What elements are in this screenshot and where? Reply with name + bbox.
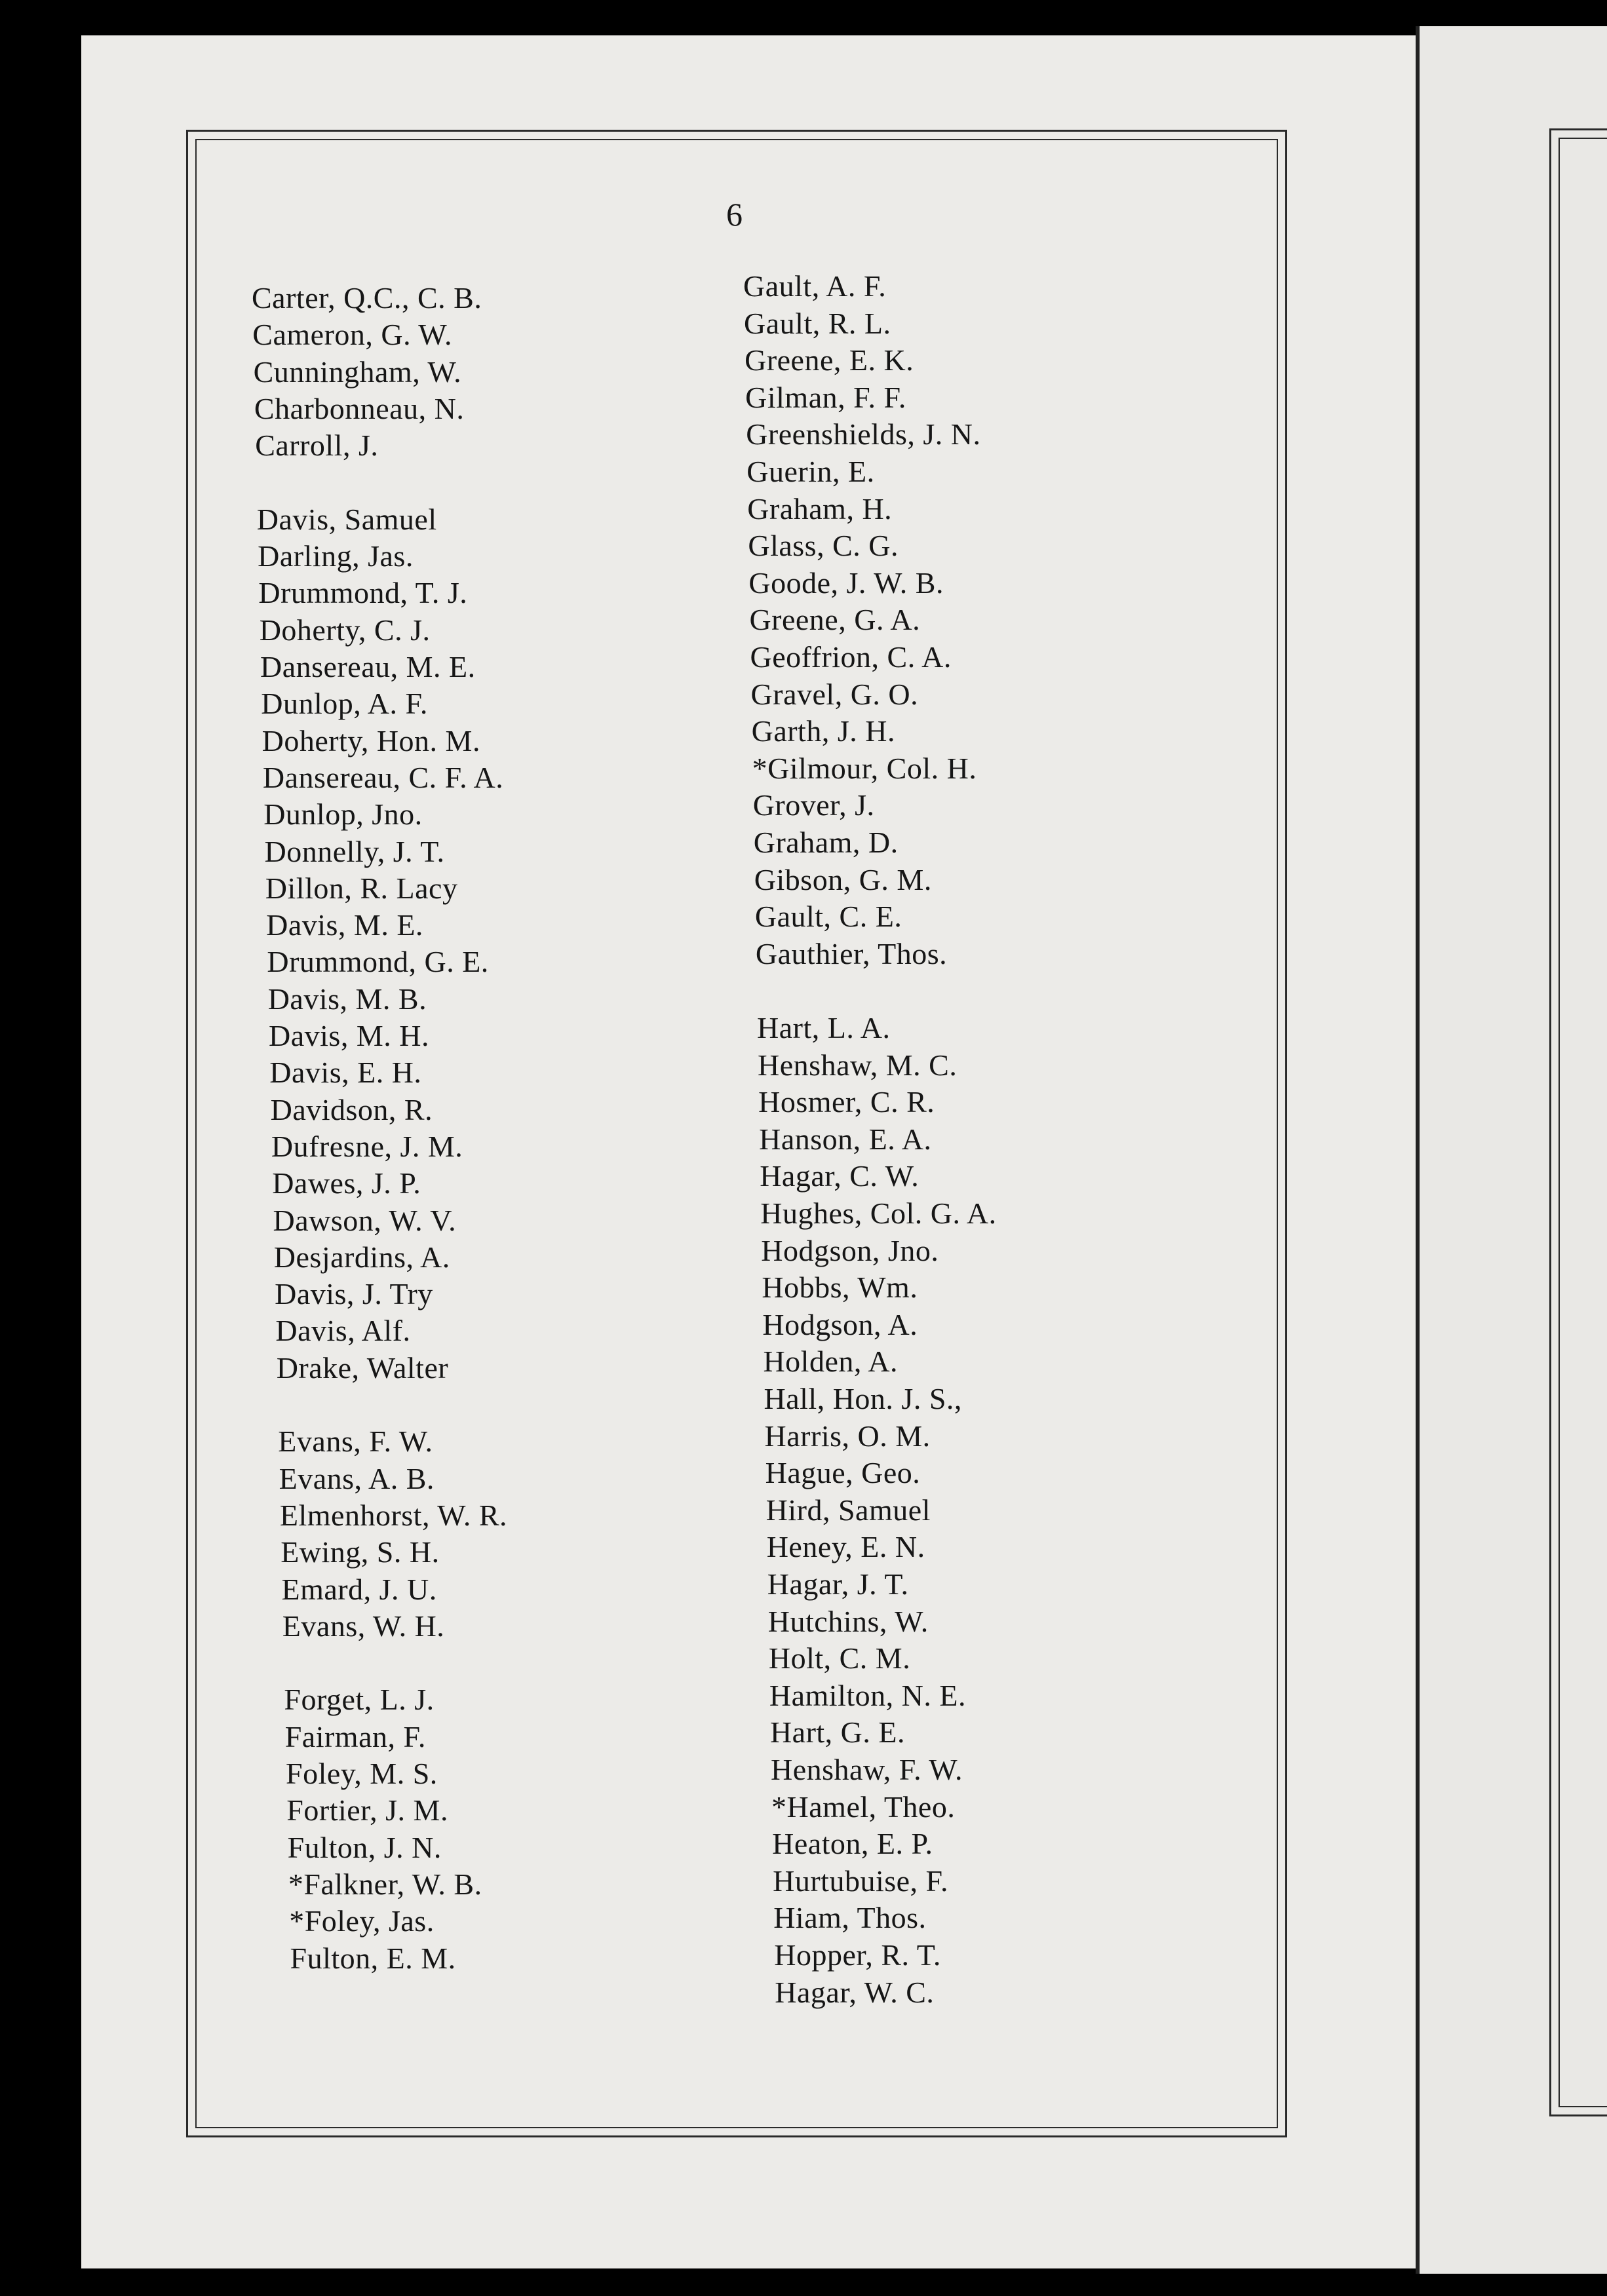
list-item: Carroll, J. bbox=[255, 429, 379, 463]
list-item: Fairman, F. bbox=[284, 1719, 426, 1753]
list-item: Davis, M. B. bbox=[267, 982, 427, 1016]
list-item: Hart, G. E. bbox=[769, 1715, 905, 1750]
list-item: Hart, L. A. bbox=[757, 1011, 891, 1044]
list-item: Drummond, G. E. bbox=[267, 945, 489, 979]
list-item: Dufresne, J. M. bbox=[271, 1129, 463, 1163]
list-item: Hague, Geo. bbox=[765, 1456, 921, 1490]
list-item: Davidson, R. bbox=[270, 1092, 433, 1126]
list-item: Drake, Walter bbox=[276, 1350, 449, 1385]
list-item: Fortier, J. M. bbox=[286, 1793, 448, 1827]
list-item: Evans, A. B. bbox=[279, 1461, 435, 1495]
list-item: Gault, R. L. bbox=[744, 306, 891, 340]
list-item: Gilman, F. F. bbox=[745, 380, 906, 414]
list-item: Dawes, J. P. bbox=[272, 1166, 421, 1200]
list-item: Davis, Samuel bbox=[256, 502, 437, 536]
list-item: Harris, O. M. bbox=[764, 1419, 931, 1453]
list-item: Hobbs, Wm. bbox=[762, 1271, 918, 1305]
list-item: Hughes, Col. G. A. bbox=[760, 1196, 997, 1230]
list-item: Davis, Alf. bbox=[275, 1314, 411, 1348]
list-item: Hopper, R. T. bbox=[774, 1938, 941, 1972]
page-number: 6 bbox=[726, 196, 743, 233]
list-item: Gault, C. E. bbox=[754, 900, 902, 934]
list-item: Doherty, Hon. M. bbox=[261, 723, 480, 757]
list-item: Holt, C. M. bbox=[768, 1641, 911, 1675]
list-item: Hutchins, W. bbox=[767, 1604, 929, 1638]
list-item: *Hamel, Theo. bbox=[771, 1789, 956, 1824]
list-item: Dunlop, A. F. bbox=[261, 687, 428, 721]
list-item: Heaton, E. P. bbox=[772, 1827, 933, 1861]
list-item: Doherty, C. J. bbox=[259, 613, 431, 647]
list-item: Desjardins, A. bbox=[273, 1240, 450, 1274]
list-item: Evans, W. H. bbox=[282, 1609, 445, 1643]
list-item: Henshaw, M. C. bbox=[758, 1048, 958, 1082]
list-item: Hosmer, C. R. bbox=[758, 1085, 935, 1119]
list-item: Graham, D. bbox=[753, 826, 899, 859]
list-item: Glass, C. G. bbox=[748, 529, 899, 563]
list-item: Dawson, W. V. bbox=[273, 1203, 457, 1237]
list-item: Hagar, J. T. bbox=[767, 1567, 909, 1601]
list-item: Greene, G. A. bbox=[749, 603, 921, 637]
list-item: Forget, L. J. bbox=[284, 1683, 435, 1717]
list-item: Dansereau, C. F. A. bbox=[262, 760, 504, 794]
list-item: Dunlop, Jno. bbox=[263, 797, 423, 832]
list-item: Greene, E. K. bbox=[745, 343, 914, 377]
list-item: Heney, E. N. bbox=[766, 1530, 925, 1564]
list-item: Hodgson, A. bbox=[762, 1307, 918, 1341]
list-item: Emard, J. U. bbox=[281, 1572, 437, 1606]
list-item: Dansereau, M. E. bbox=[260, 650, 476, 683]
list-item: Gault, A. F. bbox=[743, 269, 887, 303]
list-item: Guerin, E. bbox=[746, 455, 875, 488]
list-item: *Gilmour, Col. H. bbox=[752, 751, 977, 785]
list-item: Dillon, R. Lacy bbox=[265, 871, 458, 905]
list-item: Hiam, Thos. bbox=[773, 1901, 927, 1935]
list-item: Graham, H. bbox=[747, 491, 893, 526]
list-item: Hagar, W. C. bbox=[775, 1975, 935, 2009]
list-item: Garth, J. H. bbox=[751, 714, 895, 748]
list-item: Hird, Samuel bbox=[765, 1493, 931, 1527]
list-item: Gibson, G. M. bbox=[754, 862, 932, 896]
list-item: Henshaw, F. W. bbox=[771, 1753, 963, 1786]
list-item: Charbonneau, N. bbox=[254, 391, 465, 425]
list-item: Fulton, E. M. bbox=[290, 1941, 456, 1975]
list-item: Hurtubuise, F. bbox=[773, 1864, 948, 1898]
list-item: Fulton, J. N. bbox=[287, 1830, 442, 1864]
list-item: Hagar, C. W. bbox=[760, 1159, 920, 1193]
list-item: Drummond, T. J. bbox=[258, 576, 468, 610]
list-item: Davis, E. H. bbox=[269, 1056, 422, 1090]
list-item: Holden, A. bbox=[763, 1345, 899, 1379]
list-item: *Foley, Jas. bbox=[289, 1904, 435, 1938]
list-item: Cunningham, W. bbox=[253, 354, 462, 389]
list-item: Cameron, G. W. bbox=[252, 318, 452, 352]
list-item: Goode, J. W. B. bbox=[748, 565, 944, 600]
list-item: Carter, Q.C., C. B. bbox=[252, 281, 482, 315]
list-item: Donnelly, J. T. bbox=[264, 834, 445, 868]
list-item: Gravel, G. O. bbox=[750, 677, 919, 711]
list-item: Elmenhorst, W. R. bbox=[279, 1498, 508, 1532]
list-item: Hanson, E. A. bbox=[759, 1122, 932, 1156]
list-item: Geoffrion, C. A. bbox=[750, 640, 952, 674]
list-item: Gauthier, Thos. bbox=[755, 936, 948, 970]
list-item: Darling, Jas. bbox=[258, 539, 414, 573]
facing-page-border-inner bbox=[1559, 138, 1607, 2107]
list-item: Davis, M. H. bbox=[269, 1019, 429, 1052]
list-item: Hamilton, N. E. bbox=[769, 1678, 966, 1712]
list-item: Hall, Hon. J. S., bbox=[764, 1382, 962, 1415]
list-item: Grover, J. bbox=[752, 788, 875, 822]
list-item: Evans, F. W. bbox=[278, 1425, 433, 1459]
list-item: Davis, J. Try bbox=[275, 1277, 433, 1311]
list-item: Foley, M. S. bbox=[286, 1757, 438, 1790]
list-item: Hodgson, Jno. bbox=[761, 1233, 939, 1267]
list-item: Greenshields, J. N. bbox=[746, 417, 981, 451]
list-item: Davis, M. E. bbox=[266, 908, 423, 942]
list-item: *Falkner, W. B. bbox=[288, 1867, 482, 1901]
list-item: Ewing, S. H. bbox=[281, 1535, 440, 1569]
